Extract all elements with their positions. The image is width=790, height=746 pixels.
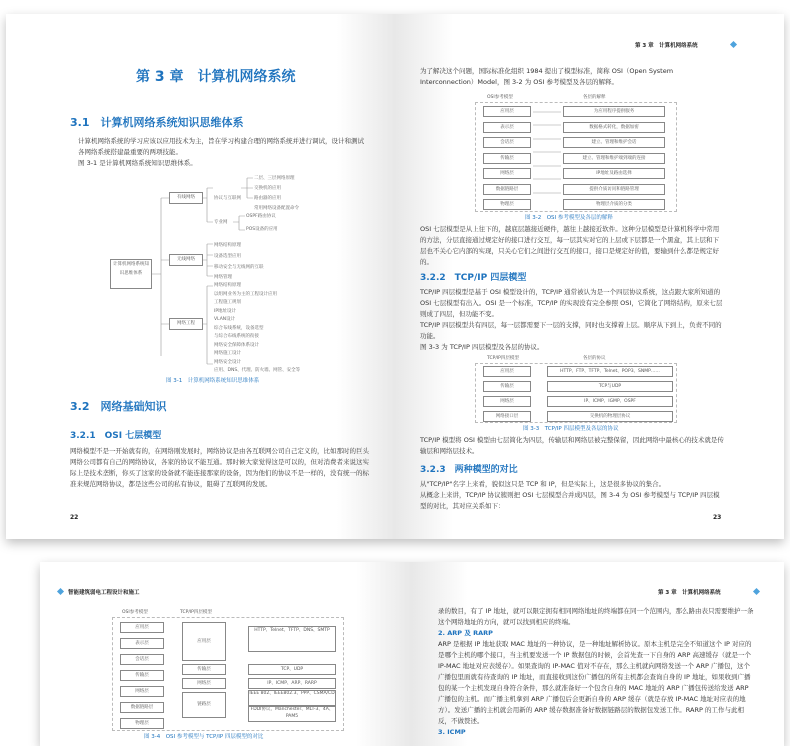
tcp-desc: TCP与UDP	[547, 381, 673, 392]
osi-layer: 应用层	[483, 106, 531, 117]
mm-leaf: 网络施工设计	[214, 351, 241, 356]
mm-leaf: 网络安全保障体系设计	[214, 342, 259, 348]
mm-leaf: 综合布线系统，设备选型	[214, 325, 264, 331]
tcp-desc: 交换机的物理层协议	[547, 411, 673, 422]
figure-3-3-caption: 图 3-3 TCP/IP 四层模型及各层的协议	[523, 426, 619, 432]
tcp-layer: 传输层	[483, 381, 531, 392]
osi-desc: IP地址及路由选择	[563, 168, 665, 179]
comparison-paragraph-2: 从概念上来讲，TCP/IP 协议簇则把 OSI 七层模型合并成四层，图 3-4 为 OSI 参考模型与 TCP/IP 四层模型的对比，其对应关系如下：	[420, 491, 720, 510]
header-diamond-icon	[57, 588, 64, 595]
running-header-right: 第 3 章 计算机网络系统	[658, 590, 721, 596]
osi-desc: 物理层介质的分类	[563, 199, 665, 210]
tcpip-paragraph-1: TCP/IP 四层模型是基于 OSI 模型设计的，TCP/IP 通常被认为是一个四层协议系统，这点跟大家所知道的 OSI 七层模型有出入。OSI 是一个标准，TCP/IP 的实现没有完全参照 OSI，它简化了网络结构，原来七层则成了四层，但功能不变。	[420, 288, 723, 318]
mm-leaf: 专业网	[214, 220, 228, 225]
mindmap-root: 计算机网络系统知识思维体系	[110, 259, 152, 289]
tcpip-text	[420, 287, 725, 353]
mm-leaf: 设备选型应用	[214, 254, 241, 259]
tcp-desc-list	[547, 366, 673, 422]
compare-osi-layer: 表示层	[120, 638, 164, 649]
compare-tcp-layer: 网络层	[182, 678, 226, 689]
section-3-2-heading: 3.2 网络基础知识	[70, 400, 167, 413]
section-3-2-2-heading: 3.2.2 TCP/IP 四层模型	[420, 273, 527, 283]
bottom-book-spread	[40, 562, 784, 746]
mm-leaf: 与综合布线系统的衔接	[214, 334, 259, 339]
osi-desc: 建立、管理和维护端到端的连接	[563, 153, 665, 164]
mm-leaf: OSPF路由协议	[246, 214, 276, 219]
page-23	[395, 14, 784, 539]
osi-arrows	[531, 106, 563, 206]
tcpip-paragraph-2: TCP/IP 四层模型共有四层，每一层都需要下一层的支撑，同时也支撑着上层。顺序从下到上，负责不同的功能。	[420, 321, 722, 340]
osi-desc-list	[563, 106, 665, 210]
arp-section-text	[438, 606, 756, 738]
mm-leaf: 以组网业务为主的工程设计应用	[214, 291, 277, 297]
page-number-left: 22	[70, 514, 79, 521]
compare-osi-list	[120, 622, 164, 729]
figure-3-1-caption: 图 3-1 计算机网络系统知识思维体系	[166, 378, 260, 384]
top-book-spread	[6, 14, 784, 539]
tcpip-figure-ref: 图 3-3 为 TCP/IP 四层模型及各层的协议。	[420, 343, 544, 351]
intro-figure-ref: 图 3-1 是计算机网络系统知识思维体系。	[78, 159, 197, 167]
mm-leaf: 应用、DNS、代理、防火墙、网管、安全等	[214, 368, 301, 373]
osi-layer-list	[483, 106, 531, 210]
tcpip-summary-paragraph: TCP/IP 模型将 OSI 模型由七层简化为四层，传输层和网络层被完整保留，因此网络中最核心的技术就是传输层和网络层技术。	[420, 436, 724, 455]
mindmap-branch-wireless: 无线网络	[169, 254, 203, 266]
compare-tcp-layer: 链路层	[182, 692, 226, 718]
mm-leaf: 网络管理	[214, 275, 232, 280]
tcpip-summary-text	[420, 435, 725, 457]
intro-paragraph: 计算机网络系统的学习应该以应用技术为主，旨在学习构建合理的网络系统并进行调试，设计和测试各网络系统搭建最重要的两项技能。	[78, 137, 364, 156]
mm-leaf: IP地址设计	[214, 308, 237, 314]
mm-leaf: 移动安全与无线网的互联	[214, 265, 264, 270]
mm-leaf: 协议与互联网	[214, 196, 241, 201]
osi-history-paragraph: 网络模型不是一开始就有的，在网络刚发展时，网络协议是由各互联网公司自己定义的，比如那时的巨头网络公司都有自己的网络协议，各家的协议不能互通。那时候大家觉得这是可以的，但对消费者来说这实际上是技术垄断，你买了这家的设备就不能连接那家的设备，因为他们的协议不是一样的，没有统一的标准来规范网络协议，都是这些公司的私有协议，阻碍了互联网的发展。	[70, 447, 369, 488]
mindmap-branch-engineering: 网络工程	[169, 318, 203, 330]
mm-leaf: 工程施工规划	[214, 300, 241, 305]
ip-address-paragraph: 录的数目，有了 IP 地址，就可以限定拥有相同网络地址的终端都在同一个范围内，那么路由表只需要维护一条这个网络地址的方向，就可以找到相应的终端。	[438, 607, 754, 626]
osi-layering-paragraph: OSI 七层模型是从上往下的，越底层越接近硬件，越往上越接近软件。这种分层模型是计算机科学中常用的方法，分层直接通过规定好的接口进行交互，每一层其实对它的上层或下层都是一个黑盒，其上层和下层也不关心它内部的实现，只关心它们之间进行交互的接口，接口是规定好的值，要输到什么都是规定好的。	[420, 225, 720, 266]
mm-leaf: 常用网络设备配置命令	[254, 206, 299, 211]
osi-layer: 表示层	[483, 122, 531, 133]
tcp-table-head-right: 各层的协议	[583, 356, 606, 361]
section-3-2-3-heading: 3.2.3 两种模型的对比	[420, 465, 518, 475]
page-number-right: 23	[713, 514, 722, 521]
mm-leaf: 路由器的应用	[254, 196, 281, 201]
osi-desc: 建立、管理和维护会话	[563, 137, 665, 148]
compare-protocols: IEEE 802、IEEE802.3、PPP、CSMA/CD	[248, 690, 336, 706]
icmp-subheading: 3. ICMP	[438, 728, 466, 736]
mm-leaf: 二层、三层网络原理	[254, 176, 295, 181]
mindmap-branch-wired: 有线网络	[169, 192, 203, 204]
header-diamond-icon	[730, 41, 737, 48]
mm-leaf: 网络结构原理	[214, 283, 241, 288]
mm-leaf: VLAN设计	[214, 317, 236, 322]
page-22	[6, 14, 395, 539]
chapter-title: 第 3 章 计算机网络系统	[136, 69, 296, 85]
compare-osi-layer: 物理层	[120, 718, 164, 729]
mm-leaf: POS设备的应用	[246, 227, 278, 232]
section-3-2-1-heading: 3.2.1 OSI 七层模型	[70, 431, 162, 441]
section-3-1-heading: 3.1 计算机网络系统知识思维体系	[70, 116, 244, 129]
intro-right	[420, 66, 725, 88]
figure-3-2-caption: 图 3-2 OSI 参考模型及各层的解释	[525, 215, 613, 221]
tcp-desc: HTTP、FTP、TFTP、Telnet、POP3、SNMP……	[547, 366, 673, 377]
tcp-layer: 应用层	[483, 366, 531, 377]
compare-head-tcp: TCP/IP四层模型	[180, 610, 212, 615]
comparison-paragraph-1: 从"TCP/IP"名字上来看，貌似这只是 TCP 和 IP，但是实际上，这是很多协议的集合。	[420, 480, 666, 488]
mm-leaves-engineering	[214, 282, 300, 376]
osi-intro-text	[70, 446, 370, 490]
osi-desc: 为应用程序提供服务	[563, 106, 665, 117]
osi-table-head-right: 各层的解释	[583, 95, 606, 100]
compare-osi-layer: 数据链路层	[120, 702, 164, 713]
osi-desc: 数据格式转化，数据加密	[563, 122, 665, 133]
osi-table-head-left: OSI参考模型	[487, 95, 513, 100]
running-header-right: 第 3 章 计算机网络系统	[635, 43, 698, 49]
mm-leaf: 网络结构原理	[214, 243, 241, 248]
compare-protocols: FDDI协议、Manchester、MLT-3、4A、PAM5	[248, 706, 336, 722]
osi-desc: 提供介质访问和链路管理	[563, 184, 665, 195]
intro-text	[78, 136, 370, 169]
compare-osi-layer: 网络层	[120, 686, 164, 697]
osi-origin-paragraph: 为了解决这个问题，国际标准化组织 1984 提出了模型标准，简称 OSI（Open System Interconnection）Model，图 3-2 为 OSI 参考模型及各层的解释。	[420, 67, 674, 86]
comparison-text	[420, 479, 725, 512]
compare-protocols: IP、ICMP、ARP、RARP	[248, 678, 336, 689]
tcp-layer-list	[483, 366, 531, 422]
compare-tcp-layer: 传输层	[182, 664, 226, 675]
compare-osi-layer: 会话层	[120, 654, 164, 665]
tcp-table-head-left: TCP/IP四层模型	[487, 356, 519, 361]
osi-layer: 会话层	[483, 137, 531, 148]
compare-protocols: HTTP、Telnet、TFTP、DNS、SMTP	[248, 626, 336, 652]
tcp-desc: IP、ICMP、IGMP、OSPF	[547, 396, 673, 407]
figure-3-4-caption: 图 3-4 OSI 参考模型与 TCP/IP 四层模型的对比	[144, 734, 264, 740]
mm-leaf: 交换机的应用	[254, 186, 281, 191]
header-diamond-icon	[753, 588, 760, 595]
tcp-layer: 网络接口层	[483, 411, 531, 422]
mm-leaf: 网络安全设计	[214, 359, 241, 365]
osi-layer: 物理层	[483, 199, 531, 210]
osi-layer: 网络层	[483, 168, 531, 179]
running-header-left: 智能建筑弱电工程设计和施工	[68, 590, 140, 596]
osi-layer: 数据链路层	[483, 184, 531, 195]
page-24	[40, 562, 412, 746]
compare-osi-layer: 传输层	[120, 670, 164, 681]
compare-protocols: TCP、UDP	[248, 664, 336, 675]
osi-layering-text	[420, 224, 725, 268]
compare-osi-layer: 应用层	[120, 622, 164, 633]
compare-head-osi: OSI参考模型	[122, 610, 148, 615]
arp-subheading: 2. ARP 及 RARP	[438, 629, 493, 637]
osi-layer: 传输层	[483, 153, 531, 164]
compare-tcp-layer: 应用层	[182, 622, 226, 661]
arp-paragraph: ARP 是根据 IP 地址获取 MAC 地址的一种协议，是一种地址解析协议。原本主机是完全不知道这个 IP 对应的是哪个主机的哪个接口，当主机要发送一个 IP 数据包的时候，会首先查一下自身的 ARP 高速缓存（就是一个 IP-MAC 地址对应表缓存）。如果查询的 IP-MAC 值对不存在，那么主机就向网络发送一个 ARP 广播包，这个广播包里面就有待查询的 IP 地址，而直接收到这份广播包的所有主机都会查询自身的 IP 地址，如果收到广播包的某一个主机发现自身符合条件，那么就准备好一个包含自身的 MAC 地址的 ARP 广播包传送给发送 ARP 广播包的主机。而广播主机拿到 ARP 广播包后会更新自身的 ARP 缓存（就是存放 IP-MAC 地址对应表的地方）。发送广播的主机就会用新的 ARP 缓存数据准备好数据链路层的数据包发送工作。RARP 的工作与此相反，不做赘述。	[438, 640, 752, 725]
page-25	[412, 562, 784, 746]
tcp-layer: 网络层	[483, 396, 531, 407]
